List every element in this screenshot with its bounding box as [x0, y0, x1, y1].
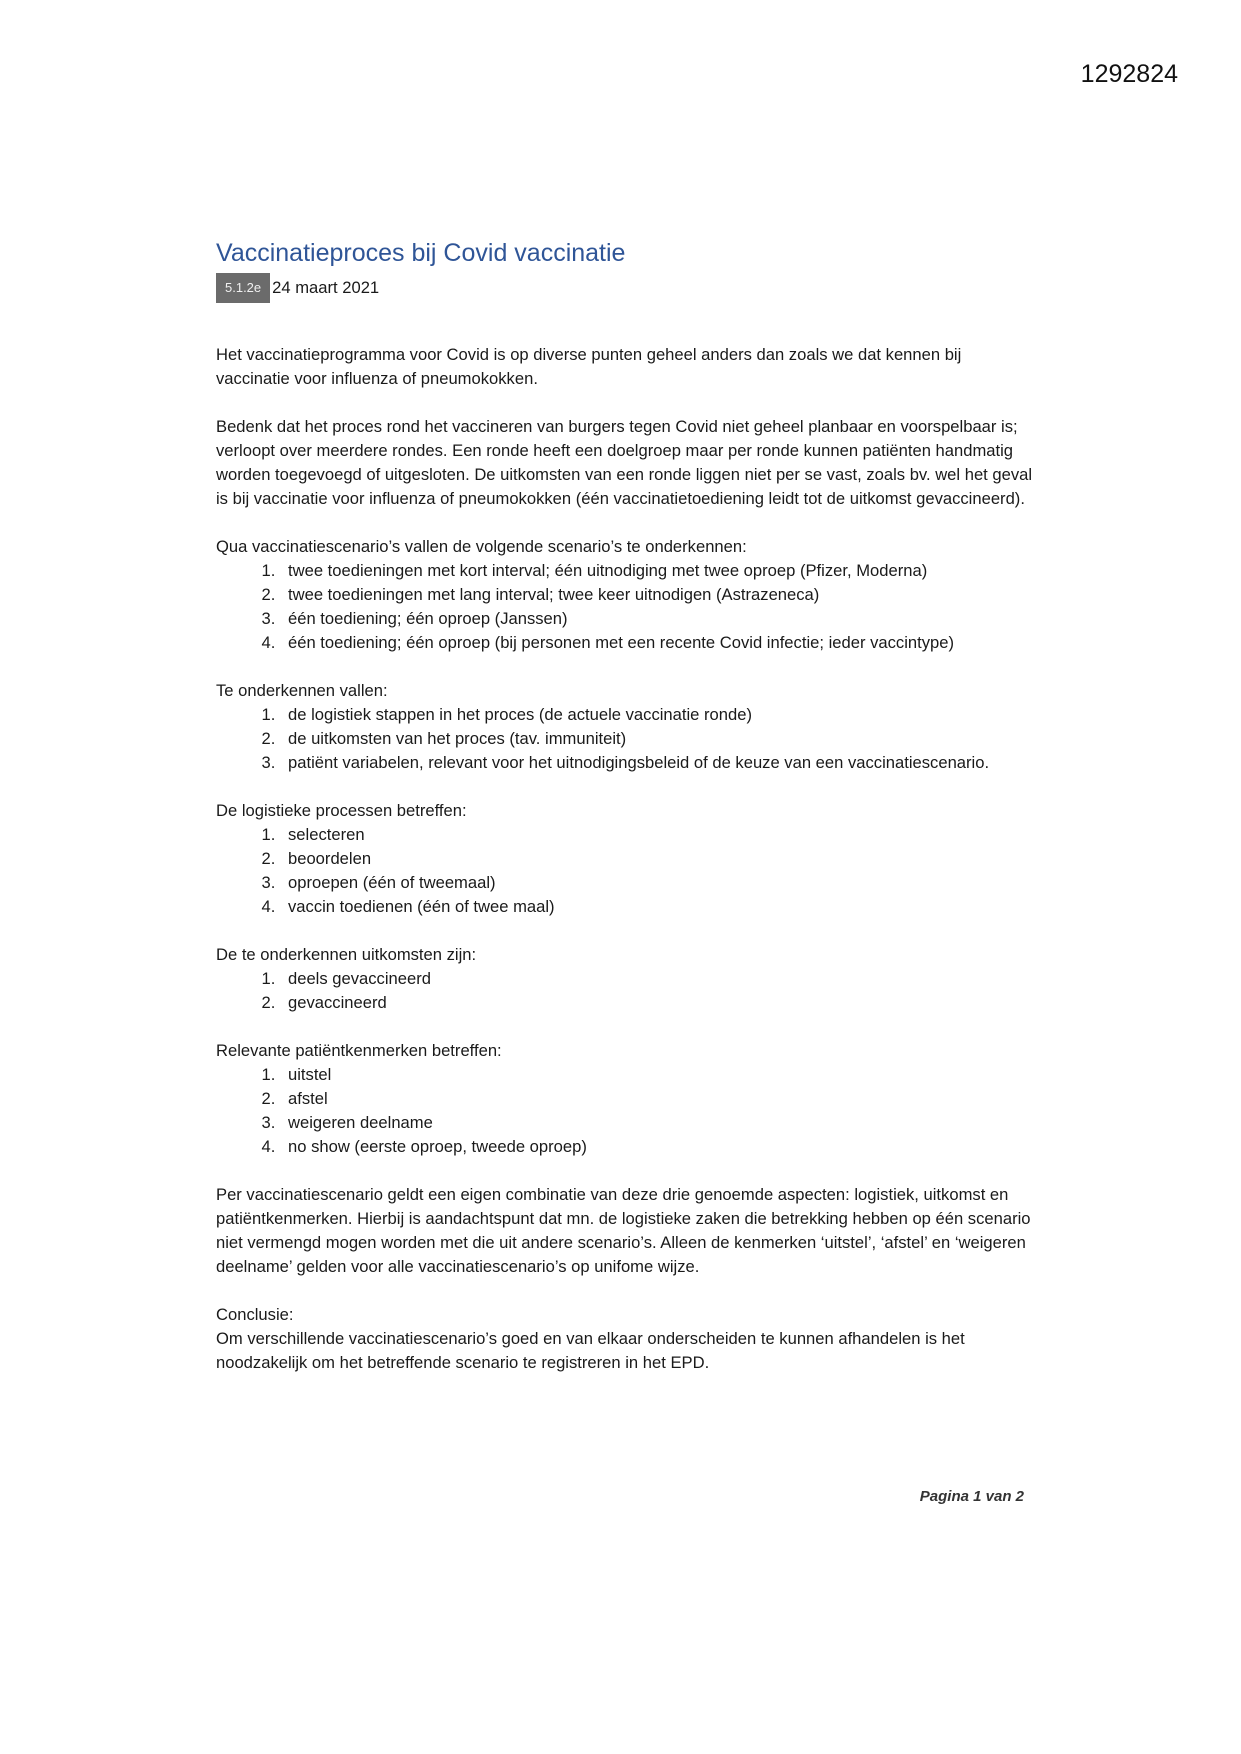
characteristics-section: [216, 1039, 1036, 1159]
logistics-list: [216, 823, 1036, 919]
outcomes-section: [216, 943, 1036, 1015]
list-item: 3. patiënt variabelen, relevant voor het uitnodigingsbeleid of de keuze van een vaccinatiescenario.: [280, 751, 1036, 775]
conclusion-section: [216, 1303, 1036, 1375]
list-item: 2. de uitkomsten van het proces (tav. immuniteit): [280, 727, 1036, 751]
list-item: 2. gevaccineerd: [280, 991, 1036, 1015]
list-item: 1. de logistiek stappen in het proces (de actuele vaccinatie ronde): [280, 703, 1036, 727]
process-paragraph: Bedenk dat het proces rond het vaccineren van burgers tegen Covid niet geheel planbaar en voorspelbaar is; verloopt over meerdere rondes. Een ronde heeft een doelgroep maar per ronde kunnen patiënten handmatig worden toegevoegd of uitgesloten. De uitkomsten van een ronde liggen niet per se vast, zoals bv. wel het geval is bij vaccinatie voor influenza of pneumokokken (één vaccinatietoediening leidt tot de uitkomst gevaccineerd).: [216, 417, 1033, 508]
conclusion-text: Om verschillende vaccinatiescenario’s goed en van elkaar onderscheiden te kunnen afhandelen is het noodzakelijk om het betreffende scenario te registreren in het EPD.: [216, 1329, 965, 1372]
scenarios-heading: Qua vaccinatiescenario’s vallen de volgende scenario’s te onderkennen:: [216, 537, 747, 556]
list-item: 2. afstel: [280, 1087, 1036, 1111]
distinguish-list: [216, 703, 1036, 775]
list-item: 1. selecteren: [280, 823, 1036, 847]
scenarios-section: [216, 535, 1036, 655]
logistics-section: [216, 799, 1036, 919]
date-line: [216, 273, 1036, 303]
redaction-box: 5.1.2e: [216, 273, 270, 303]
list-item: 3. oproepen (één of tweemaal): [280, 871, 1036, 895]
intro-paragraph: Het vaccinatieprogramma voor Covid is op diverse punten geheel anders dan zoals we dat kennen bij vaccinatie voor influenza of pneumokokken.: [216, 345, 962, 388]
document-body: [216, 236, 1036, 1375]
list-item: 4. één toediening; één oproep (bij personen met een recente Covid infectie; ieder vaccintype): [280, 631, 1036, 655]
list-item: 1. deels gevaccineerd: [280, 967, 1036, 991]
list-item: 2. beoordelen: [280, 847, 1036, 871]
characteristics-list: [216, 1063, 1036, 1159]
logistics-heading: De logistieke processen betreffen:: [216, 801, 467, 820]
list-item: 2. twee toedieningen met lang interval; twee keer uitnodigen (Astrazeneca): [280, 583, 1036, 607]
document-id: 1292824: [1080, 60, 1178, 88]
list-item: 1. uitstel: [280, 1063, 1036, 1087]
conclusion-label: Conclusie:: [216, 1305, 294, 1324]
document-date: 24 maart 2021: [272, 278, 380, 297]
distinguish-section: [216, 679, 1036, 775]
combination-paragraph: Per vaccinatiescenario geldt een eigen combinatie van deze drie genoemde aspecten: logistiek, uitkomst en patiëntkenmerken. Hierbij is aandachtspunt dat mn. de logistieke zaken die betrekking hebben op één scenario niet vermengd mogen worden met die uit andere scenario’s. Alleen de kenmerken ‘uitstel’, ‘afstel’ en ‘weigeren deelname’ gelden voor alle vaccinatiescenario’s op unifome wijze.: [216, 1185, 1031, 1276]
scenarios-list: [216, 559, 1036, 655]
page-number: Pagina 1 van 2: [919, 1488, 1024, 1505]
list-item: 3. één toediening; één oproep (Janssen): [280, 607, 1036, 631]
outcomes-heading: De te onderkennen uitkomsten zijn:: [216, 945, 477, 964]
outcomes-list: [216, 967, 1036, 1015]
list-item: 3. weigeren deelname: [280, 1111, 1036, 1135]
list-item: 4. no show (eerste oproep, tweede oproep): [280, 1135, 1036, 1159]
distinguish-heading: Te onderkennen vallen:: [216, 681, 388, 700]
characteristics-heading: Relevante patiëntkenmerken betreffen:: [216, 1041, 502, 1060]
list-item: 4. vaccin toedienen (één of twee maal): [280, 895, 1036, 919]
page-title: Vaccinatieproces bij Covid vaccinatie: [216, 239, 626, 267]
list-item: 1. twee toedieningen met kort interval; één uitnodiging met twee oproep (Pfizer, Moderna): [280, 559, 1036, 583]
